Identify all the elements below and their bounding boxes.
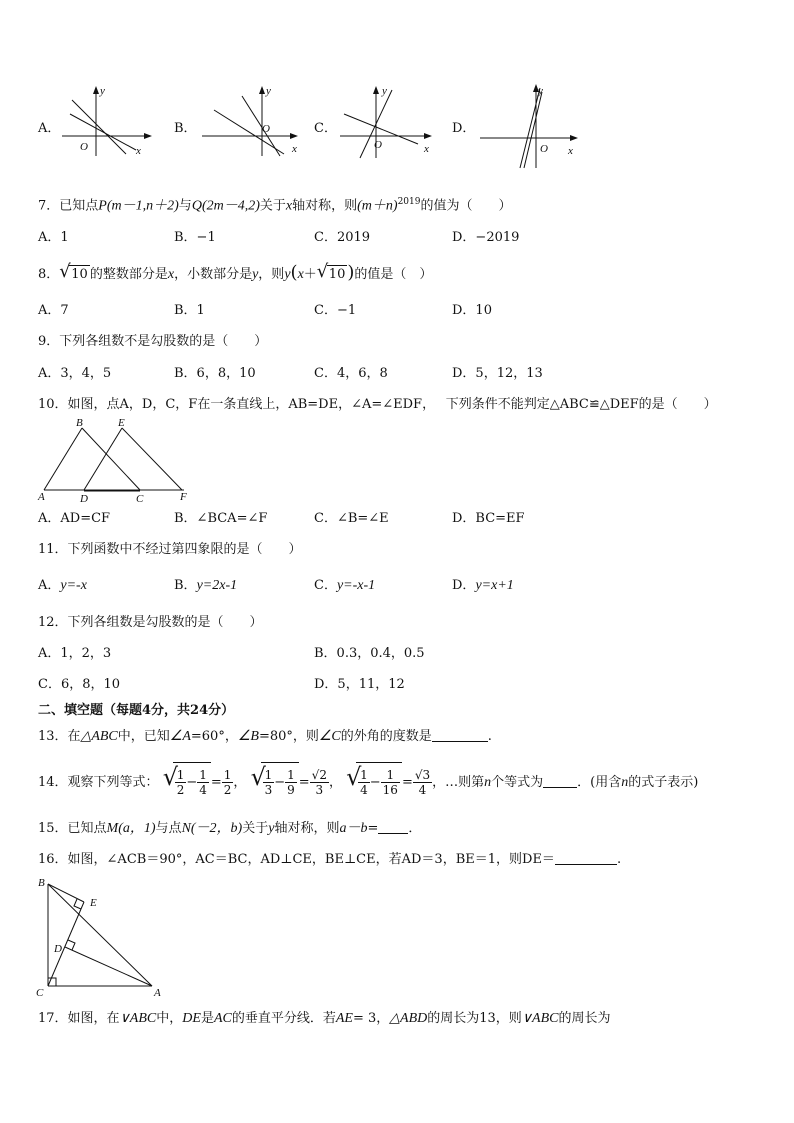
section-heading-fill-in: 二、填空题（每题4分，共24分） bbox=[38, 703, 235, 718]
q8-option-a: A．7 bbox=[38, 303, 69, 318]
svg-text:y: y bbox=[538, 85, 543, 97]
svg-text:x: x bbox=[424, 143, 429, 155]
label-d: D bbox=[80, 493, 88, 505]
q16-figure bbox=[34, 872, 170, 1002]
q9-option-d: D．5，12，13 bbox=[452, 366, 543, 381]
label-d: D bbox=[54, 943, 62, 955]
question-7: 7．已知点P(m－1,n＋2)与Q(2m－4,2)关于x轴对称，则$(m+n)^{2019}$的值为（ ） bbox=[38, 197, 512, 214]
question-14: 14．观察下列等式： √ $\frac{1}{2}$ − $\frac{1}{4}$ = $\frac{1}{2}$ ， √ $\frac{1}{3}$ − $\frac{1}{9}$ = $\frac{√2}{3}$ ， √ $\frac{1}{4}$ − $\frac{1}{16}$ = $\frac{√3}{4}$ ，…则第n个等式为 ．(用含n的式子表示) bbox=[38, 762, 698, 803]
graph-option-d bbox=[478, 82, 582, 172]
label-c: C bbox=[136, 493, 144, 505]
label-f: F bbox=[180, 491, 187, 503]
q7-option-a: A．1 bbox=[38, 230, 69, 245]
axis-x-label: x bbox=[136, 145, 141, 157]
q9-option-a: A．3，4，5 bbox=[38, 366, 112, 381]
axis-y-label: y bbox=[100, 85, 105, 97]
label-c: C bbox=[36, 987, 44, 999]
q12-option-a: A．1，2，3 bbox=[38, 646, 112, 661]
graph-option-a bbox=[60, 84, 160, 160]
q12-option-d: D．5，11，12 bbox=[314, 677, 405, 692]
q12-option-b: B．0.3，0.4，0.5 bbox=[314, 646, 425, 661]
q10-option-a: A．AD=CF bbox=[38, 511, 111, 526]
q7-option-d: D．−2019 bbox=[452, 230, 520, 245]
graph-option-b bbox=[198, 84, 308, 160]
label-b: B bbox=[76, 417, 83, 429]
label-a: A bbox=[38, 491, 45, 503]
question-16: 16．如图，∠ACB＝90°，AC＝BC，AD⊥CE，BE⊥CE，若AD＝3，BE＝1，则DE＝ . bbox=[38, 852, 622, 867]
q7-option-c: C．2019 bbox=[314, 230, 371, 245]
q9-option-c: C．4，6，8 bbox=[314, 366, 388, 381]
question-9: 9．下列各组数不是勾股数的是（ ） bbox=[38, 334, 268, 349]
q8-option-d: D．10 bbox=[452, 303, 492, 318]
question-13: 13．在△ABC中，已知∠A=60°，∠B=80°，则∠C的外角的度数是 . bbox=[38, 729, 492, 744]
question-10: 10．如图，点A，D，C，F在一条直线上，AB=DE，∠A=∠EDF， 下列条件不能判定△ABC≌△DEF的是（ ） bbox=[38, 397, 717, 412]
svg-text:O: O bbox=[374, 139, 382, 151]
q10-option-d: D．BC=EF bbox=[452, 511, 525, 526]
svg-text:y: y bbox=[382, 85, 387, 97]
label-e: E bbox=[90, 897, 97, 909]
question-15: 15．已知点M(a，1)与点N(－2，b)关于y轴对称，则a－b= ． bbox=[38, 821, 422, 836]
option-label-c: C． bbox=[314, 121, 337, 136]
q8-option-c: C．−1 bbox=[314, 303, 357, 318]
label-e: E bbox=[118, 417, 125, 429]
q8-option-b: B．1 bbox=[174, 303, 205, 318]
q11-option-c: C．y=-x-1 bbox=[314, 578, 376, 593]
q11-option-d: D．y=x+1 bbox=[452, 578, 514, 593]
question-17: 17．如图，在∨ABC中，DE是AC的垂直平分线．若AE= 3，△ABD的周长为13，则∨ABC的周长为 bbox=[38, 1011, 611, 1026]
svg-text:O: O bbox=[262, 123, 270, 135]
question-11: 11．下列函数中不经过第四象限的是（ ） bbox=[38, 542, 302, 557]
q10-option-c: C．∠B=∠E bbox=[314, 511, 389, 526]
q10-triangle-figure bbox=[36, 416, 196, 508]
question-12: 12．下列各组数是勾股数的是（ ） bbox=[38, 615, 263, 630]
q10-option-b: B．∠BCA=∠F bbox=[174, 511, 268, 526]
svg-text:O: O bbox=[540, 143, 548, 155]
q11-option-b: B．y=2x-1 bbox=[174, 578, 238, 593]
label-b: B bbox=[38, 877, 45, 889]
svg-text:x: x bbox=[568, 145, 573, 157]
q9-option-b: B．6，8，10 bbox=[174, 366, 256, 381]
option-label-a: A． bbox=[38, 121, 61, 136]
question-8: 8． √ 10 的整数部分是x，小数部分是y，则y(x＋ √ 10 )的值是（ ） bbox=[38, 261, 433, 283]
svg-text:x: x bbox=[292, 143, 297, 155]
q12-option-c: C．6，8，10 bbox=[38, 677, 121, 692]
option-label-b: B． bbox=[174, 121, 197, 136]
q11-option-a: A．y=-x bbox=[38, 578, 87, 593]
svg-text:y: y bbox=[266, 85, 271, 97]
origin-label: O bbox=[80, 141, 88, 153]
graph-option-c bbox=[336, 84, 440, 160]
label-a: A bbox=[154, 987, 161, 999]
q7-option-b: B．−1 bbox=[174, 230, 216, 245]
option-label-d: D． bbox=[452, 121, 476, 136]
